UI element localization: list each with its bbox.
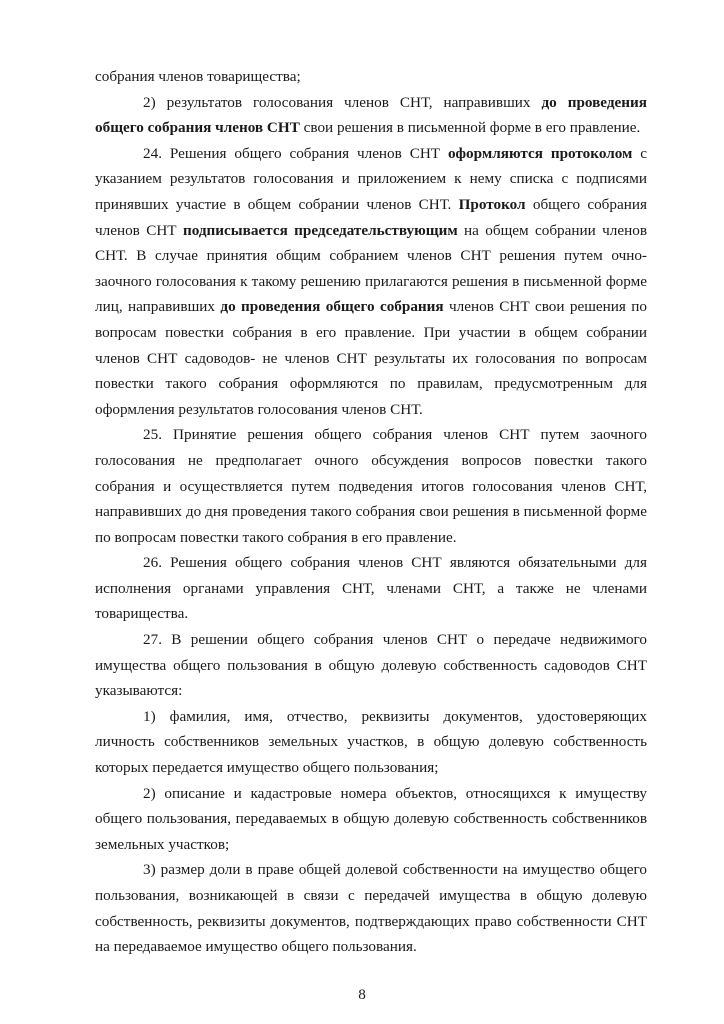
paragraph-p-24 (95, 141, 647, 423)
bold-text: до проведения общего собрания членов СНТ (95, 93, 647, 137)
paragraph-p-27 (95, 627, 647, 704)
text-run: 26. Решения общего собрания членов СНТ являются обязательными для исполнения органами управления СНТ, членами СНТ, а также не членами товарищества. (95, 554, 647, 623)
text-run: 25. Принятие решения общего собрания членов СНТ путем заочного голосования не предполагает очного обсуждения вопросов повестки такого собрания и осуществляется путем подведения итогов голосования членов СНТ, направивших до дня проведения такого собрания свои решения в письменной форме по вопросам повестки такого собрания в его правление. (95, 426, 647, 546)
text-run: свои решения в письменной форме в его правление. (299, 119, 641, 137)
bold-text: Протокол (458, 195, 526, 213)
paragraph-p-26 (95, 550, 647, 627)
paragraph-p-continuation (95, 64, 647, 90)
paragraph-p-25 (95, 422, 647, 550)
text-run: 27. В решении общего собрания членов СНТ о передаче недвижимого имущества общего пользования в общую долевую собственность садоводов СНТ указываются: (95, 631, 647, 700)
text-run: 2) описание и кадастровые номера объектов, относящихся к имуществу общего пользования, передаваемых в общую долевую собственность собственников земельных участков; (95, 784, 647, 853)
text-run: собрания членов товарищества; (95, 68, 301, 85)
paragraph-p-27-1 (95, 704, 647, 781)
text-run: общего собрания членов СНТ (95, 195, 647, 239)
bold-text: оформляются протоколом (447, 144, 633, 162)
bold-text: подписывается председательствующим (182, 221, 458, 239)
page-number: 8 (358, 986, 366, 1003)
document-body (95, 64, 647, 960)
text-run: 24. Решения общего собрания членов СНТ (143, 144, 448, 162)
document-page (95, 64, 647, 960)
text-run: с указанием результатов голосования и приложением к нему списка с подписями принявших участие в общем собрании членов СНТ. (95, 144, 648, 213)
paragraph-p-23-2 (95, 90, 647, 141)
text-run: 1) фамилия, имя, отчество, реквизиты документов, удостоверяющих личность собственников земельных участков, в общую долевую собственность которых передается имущество общего пользования; (95, 707, 647, 777)
text-run: 2) результатов голосования членов СНТ, направивших (143, 93, 542, 111)
paragraph-p-27-3 (95, 857, 647, 959)
bold-text: до проведения общего собрания (220, 298, 444, 316)
text-run: на общем собрании членов СНТ. В случае принятия общим собранием членов СНТ решения путем очно-заочного голосования к такому решению прилагаются решения в письменной форме лиц, направивших (95, 221, 647, 316)
paragraph-p-27-2 (95, 781, 647, 858)
text-run: членов СНТ свои решения по вопросам повестки собрания в его правление. При участии в общем собрании членов СНТ садоводов- не членов СНТ результаты их голосования по вопросам повестки такого собрания оформляются по правилам, предусмотренным для оформления результатов голосования членов СНТ. (95, 298, 648, 418)
text-run: 3) размер доли в праве общей долевой собственности на имущество общего пользования, возникающей в связи с передачей имущества в общую долевую собственность, реквизиты документов, подтверждающих право собственности СНТ на передаваемое имущество общего пользования. (95, 861, 647, 956)
